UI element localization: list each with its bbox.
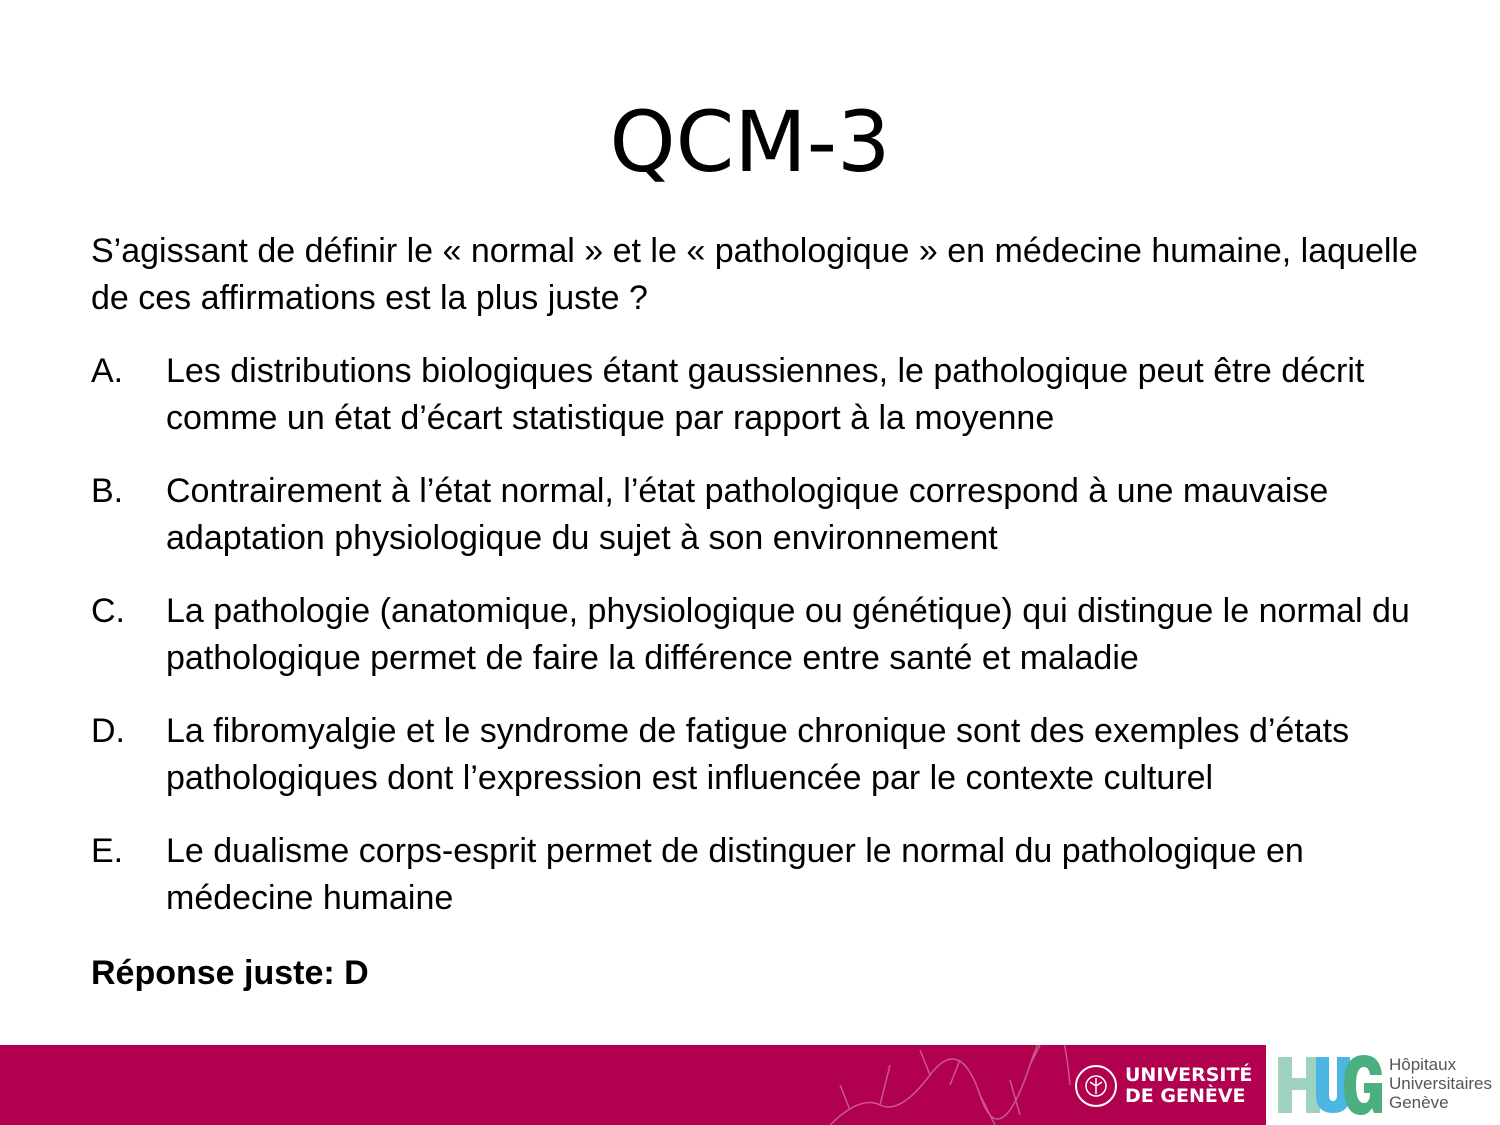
option-text: La fibromyalgie et le syndrome de fatigue chronique sont des exemples d’états pathologiques dont l’expression est influencée par le contexte culturel xyxy=(166,712,1350,797)
option-letter: A. xyxy=(91,352,124,390)
option-d xyxy=(91,708,1421,802)
option-text: Contrairement à l’état normal, l’état pathologique correspond à une mauvaise adaptation physiologique du sujet à son environnement xyxy=(166,472,1329,557)
slide-title: QCM-3 xyxy=(609,93,891,191)
option-letter: B. xyxy=(91,472,124,510)
unige-logo xyxy=(1075,1063,1252,1109)
option-b xyxy=(91,468,1421,562)
hug-wordmark xyxy=(1389,1055,1492,1112)
unige-wordmark xyxy=(1125,1065,1252,1107)
hug-logo xyxy=(1266,1045,1500,1125)
option-text: Les distributions biologiques étant gaussiennes, le pathologique peut être décrit comme un état d’écart statistique par rapport à la moyenne xyxy=(166,352,1365,437)
correct-answer: Réponse juste: D xyxy=(91,954,369,992)
unige-line-1: UNIVERSITÉ xyxy=(1125,1064,1253,1086)
option-letter: C. xyxy=(91,592,125,630)
neuron-decoration-icon xyxy=(820,1045,1080,1125)
university-seal-icon xyxy=(1075,1065,1117,1107)
option-letter: E. xyxy=(91,832,124,870)
option-letter: D. xyxy=(91,712,125,750)
option-a xyxy=(91,348,1421,442)
hug-line-2: Universitaires xyxy=(1389,1074,1492,1093)
question-text: S’agissant de définir le « normal » et le « pathologique » en médecine humaine, laquelle de ces affirmations est la plus juste ? xyxy=(91,232,1418,317)
hug-line-1: Hôpitaux xyxy=(1389,1055,1457,1074)
hug-line-3: Genève xyxy=(1389,1093,1449,1112)
option-text: Le dualisme corps-esprit permet de distinguer le normal du pathologique en médecine humaine xyxy=(166,832,1304,917)
option-c xyxy=(91,588,1421,682)
hug-mark-icon xyxy=(1276,1053,1386,1117)
option-e xyxy=(91,828,1421,922)
answer-options xyxy=(91,348,1421,948)
unige-line-2: DE GENÈVE xyxy=(1125,1085,1246,1107)
option-text: La pathologie (anatomique, physiologique ou génétique) qui distingue le normal du pathologique permet de faire la différence entre santé et maladie xyxy=(166,592,1410,677)
